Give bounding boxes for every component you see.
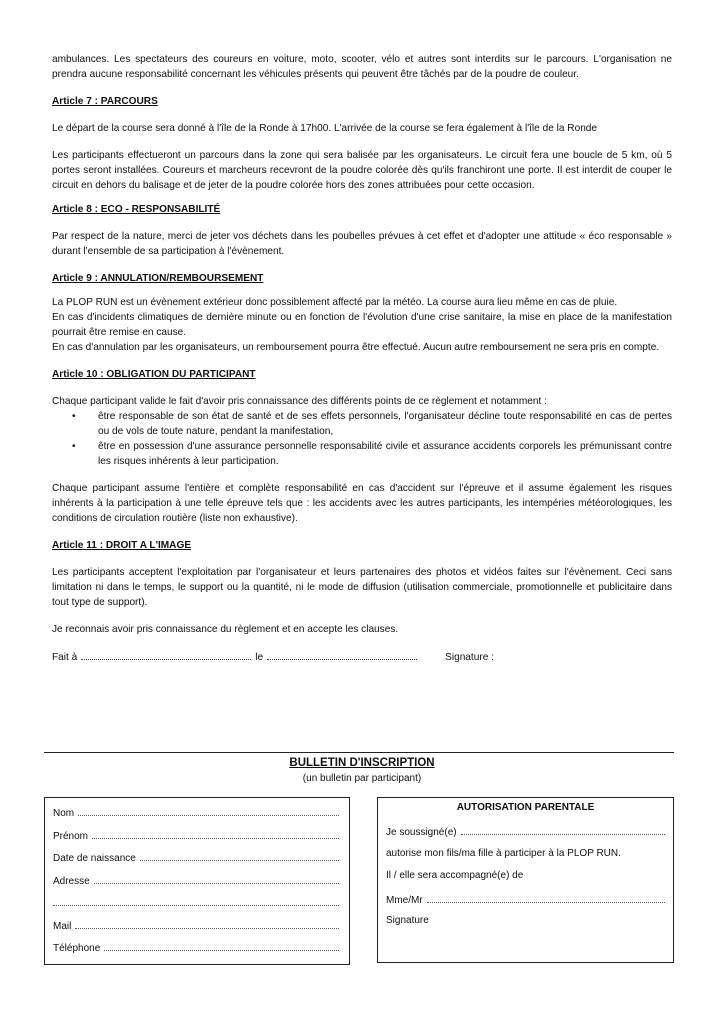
parental-signature-field[interactable]: Signature [386,915,429,926]
date-field[interactable] [267,649,417,660]
article-10-paragraph-2: Chaque participant assume l'entière et complète responsabilité en cas d'accident sur l'épreuve et il assume également les risques inhérents à la participation à une telle épreuve tels que : les accidents avec les autres participants, les intempéries météorologiques, les conditions de circulation routière (liste non exhaustive). [52,483,672,524]
article-11-paragraph: Les participants acceptent l'exploitation par l'organisateur et leurs partenaires des photos et vidéos faites sur l'évènement. Ceci sans limitation ni dans le temps, le support ou la quantité, ni le mode de diffusion (utilisation commerciale, promotionnelle et publicitaire dans tout type de support). [52,567,672,608]
authorization-text: autorise mon fils/ma fille à participer à la PLOP RUN. [386,847,621,859]
bulletin-subtitle: (un bulletin par participant) [302,773,422,784]
article-9-heading: Article 9 : ANNULATION/REMBOURSEMENT [52,273,264,284]
email-field[interactable]: Mail [53,919,339,942]
article-7-heading: Article 7 : PARCOURS [52,96,158,107]
intro-paragraph: ambulances. Les spectateurs des coureurs en voiture, moto, scooter, vélo et autres sont interdits sur le parcours. L'organisation ne prendra aucune responsabilité concernant les véhicules présents qui peuvent être tâchés par de la poudre de couleur. [52,54,672,80]
article-10-bullet-list [52,409,672,469]
bullet-icon: • [72,411,76,422]
parental-title: AUTORISATION PARENTALE [456,802,595,813]
reglement-body [52,52,672,665]
phone-field[interactable]: Téléphone [53,941,339,964]
article-10-intro: Chaque participant valide le fait d'avoir pris connaissance des différents points de ce règlement et notamment : [52,396,547,407]
divider [44,752,674,753]
article-7-paragraph-2: Les participants effectueront un parcours dans la zone qui sera balisée par les organisateurs. Le circuit fera une boucle de 5 km, où 5 portes seront installées. Coureurs et marcheurs recevront de la poudre colorée dès qu'ils franchiront une porte. Il est interdit de couper le circuit en dehors du balisage et de jeter de la poudre colorée hors des zones attribuées pour cette occasion. [52,150,672,191]
article-9-paragraph-2: En cas d'incidents climatiques de dernière minute ou en fonction de l'évolution d'une crise sanitaire, la mise en place de la manifestation pourrait être remise en cause. [52,312,672,338]
address-line-2-field[interactable] [53,896,339,919]
birthdate-field[interactable]: Date de naissance [53,851,339,874]
bullet-icon: • [72,441,76,452]
guardian-field[interactable]: Mme/Mr [386,893,665,916]
article-8-paragraph: Par respect de la nature, merci de jeter vos déchets dans les poubelles prévues à cet effet et d'adopter une attitude « éco responsable » durant l'ensemble de sa participation à l'évènement. [52,231,672,257]
address-field[interactable]: Adresse [53,874,339,897]
registration-form [44,797,350,965]
signature-line [52,649,672,665]
fait-field[interactable] [81,649,251,660]
article-10-heading: Article 10 : OBLIGATION DU PARTICIPANT [52,369,256,380]
acceptance-statement: Je reconnais avoir pris connaissance du règlement et en accepte les clauses. [52,624,399,635]
article-7-paragraph-1: Le départ de la course sera donné à l'île de la Ronde à 17h00. L'arrivée de la course se fera également à l'île de la Ronde [52,123,598,134]
le-label: le [255,652,264,663]
list-item: • être responsable de son état de santé et de ses effets personnels, l'organisateur décline toute responsabilité en cas de pertes ou de vols de toute nature, pendant la manifestation, [72,411,672,437]
fait-label: Fait à [52,652,78,663]
list-item: • être en possession d'une assurance personnelle responsabilité civile et assurance accidents corporels les prémunissant contre les risques inhérents à leur participation. [72,441,672,467]
accompanied-by-text: Il / elle sera accompagné(e) de [386,870,524,881]
article-9-paragraph-1: La PLOP RUN est un évènement extérieur donc possiblement affecté par la météo. La course aura lieu même en cas de pluie. [52,297,618,308]
firstname-field[interactable]: Prénom [53,829,339,852]
signature-label: Signature : [445,652,494,663]
bulletin-title: BULLETIN D'INSCRIPTION [289,757,435,769]
name-field[interactable]: Nom [53,806,339,829]
article-9-paragraph-3: En cas d'annulation par les organisateurs, un remboursement pourra être effectué. Aucun autre remboursement ne sera pris en compte. [52,342,660,353]
soussigne-field[interactable]: Je soussigné(e) [386,825,665,848]
article-8-heading: Article 8 : ECO - RESPONSABILITÉ [52,204,221,215]
article-11-heading: Article 11 : DROIT A L'IMAGE [52,540,192,551]
parental-authorization-form [377,797,674,963]
